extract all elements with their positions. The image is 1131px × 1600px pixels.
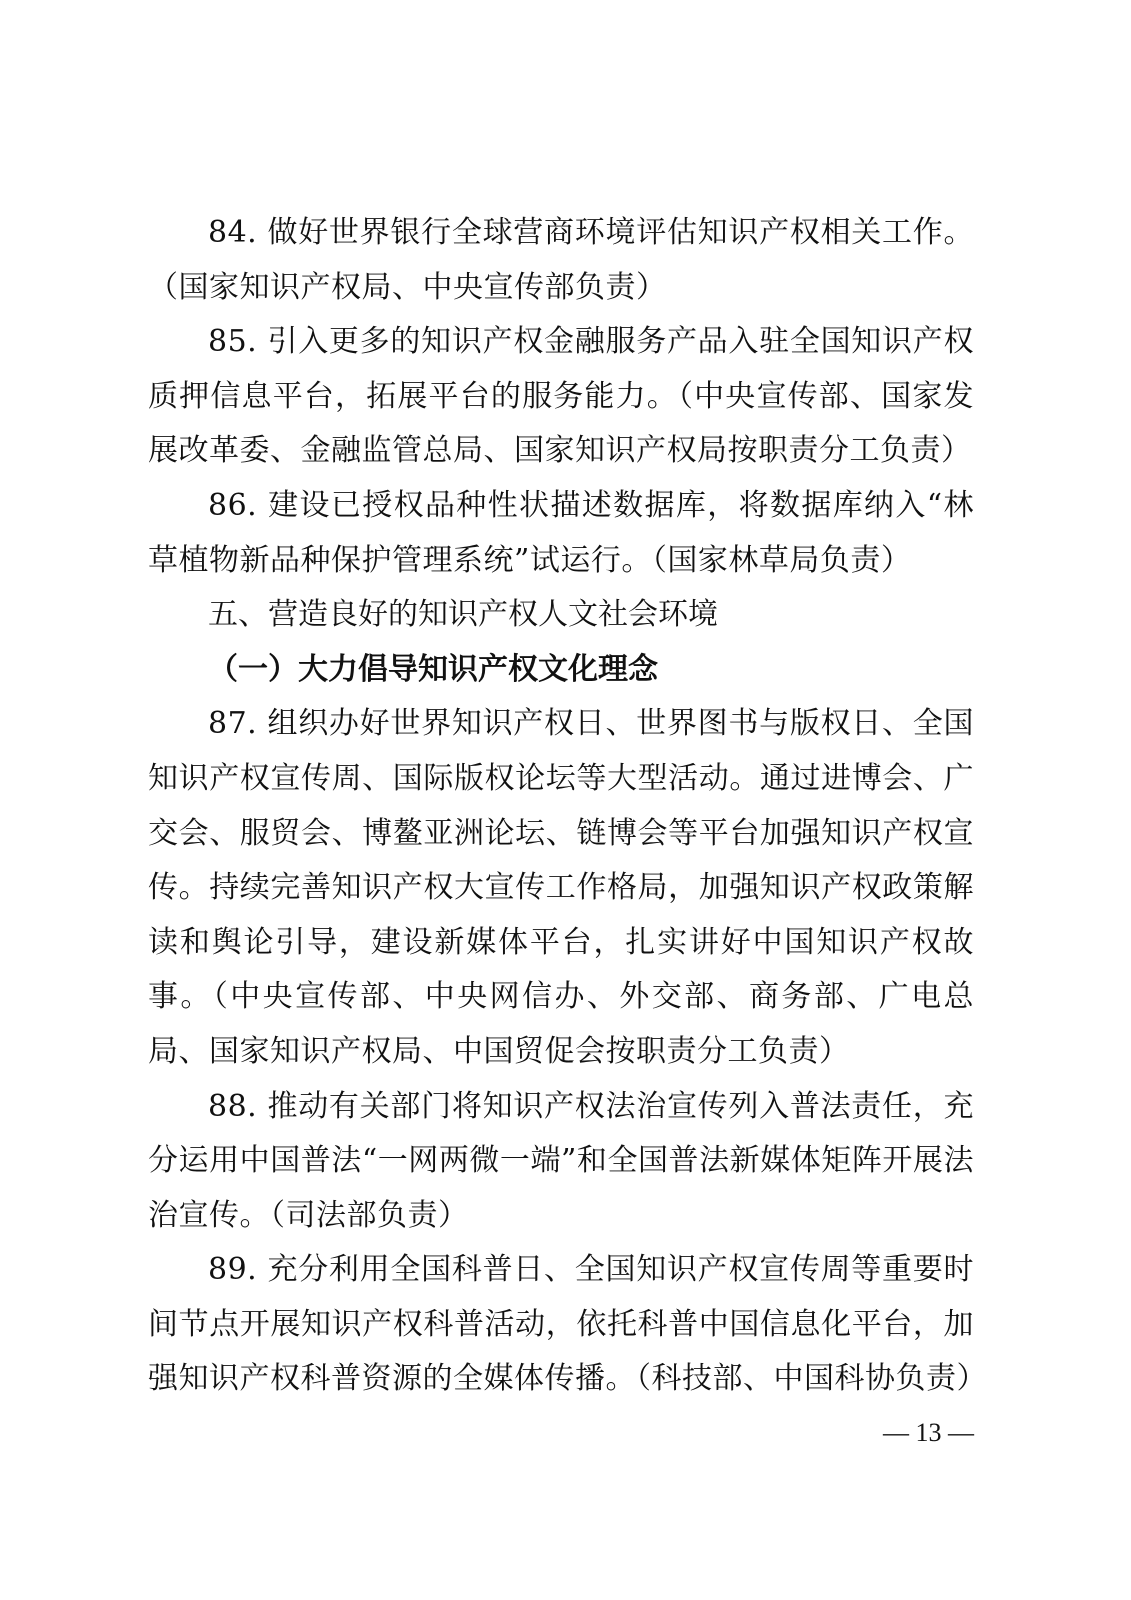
paragraph-88: 88. 推动有关部门将知识产权法治宣传列入普法责任，充分运用中国普法“一网两微一端”和全国普法新媒体矩阵开展法治宣传。（司法部负责） bbox=[148, 1088, 974, 1233]
page-body bbox=[148, 206, 987, 1407]
paragraph-89: 89. 充分利用全国科普日、全国知识产权宣传周等重要时间节点开展知识产权科普活动，依托科普中国信息化平台，加强知识产权科普资源的全媒体传播。（科技部、中国科协负责） bbox=[148, 1252, 987, 1397]
subsection-heading-5-1: （一）大力倡导知识产权文化理念 bbox=[208, 651, 658, 687]
paragraph-87: 87. 组织办好世界知识产权日、世界图书与版权日、全国知识产权宣传周、国际版权论坛等大型活动。通过进博会、广交会、服贸会、博鳌亚洲论坛、链博会等平台加强知识产权宣传。持续完善知识产权大宣传工作格局，加强知识产权政策解读和舆论引导，建设新媒体平台，扎实讲好中国知识产权故事。（中央宣传部、中央网信办、外交部、商务部、广电总局、国家知识产权局、中国贸促会按职责分工负责） bbox=[148, 706, 974, 1069]
page-number: — 13 — bbox=[883, 1418, 974, 1447]
paragraph-84: 84. 做好世界银行全球营商环境评估知识产权相关工作。（国家知识产权局、中央宣传部负责） bbox=[148, 215, 974, 305]
section-heading-5: 五、营造良好的知识产权人文社会环境 bbox=[208, 597, 718, 633]
paragraph-85: 85. 引入更多的知识产权金融服务产品入驻全国知识产权质押信息平台，拓展平台的服务能力。（中央宣传部、国家发展改革委、金融监管总局、国家知识产权局按职责分工负责） bbox=[148, 324, 974, 469]
paragraph-86: 86. 建设已授权品种性状描述数据库，将数据库纳入“林草植物新品种保护管理系统”试运行。（国家林草局负责） bbox=[148, 487, 974, 578]
